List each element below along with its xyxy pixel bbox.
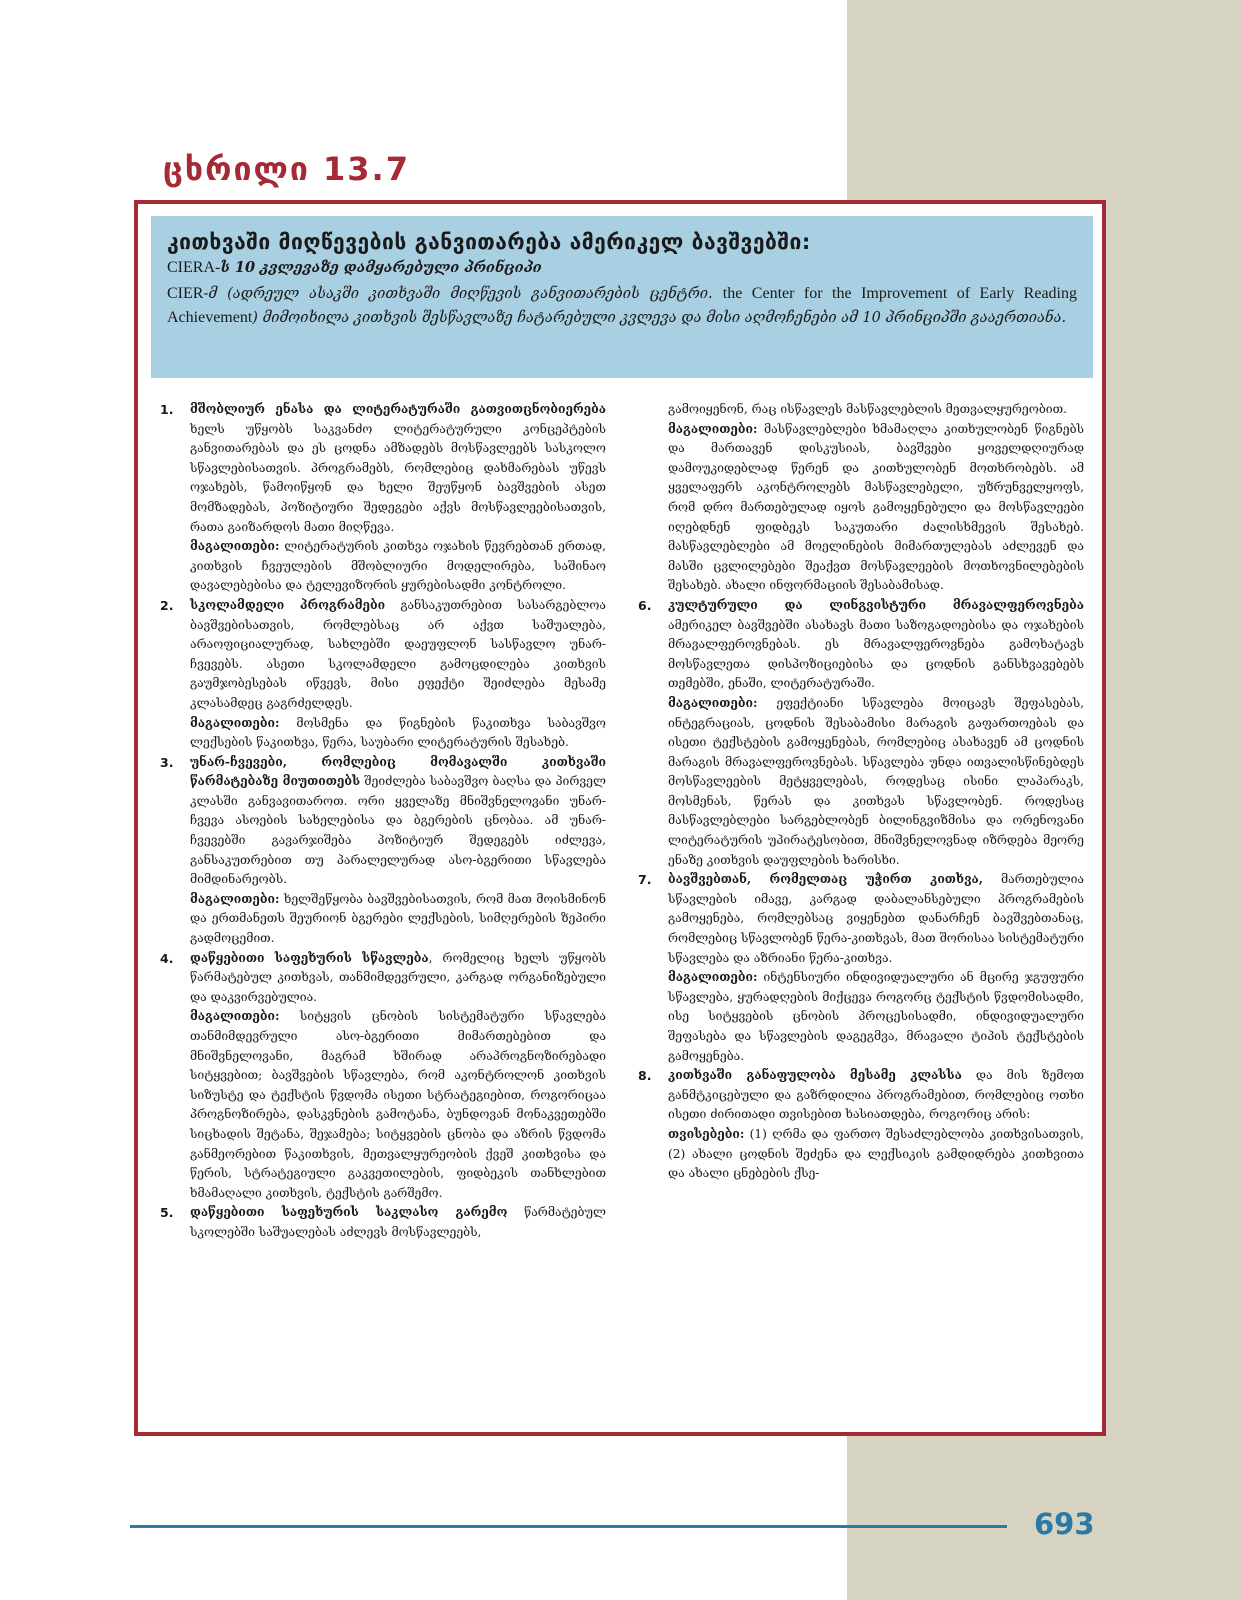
principle-body <box>668 1066 1084 1184</box>
principle-lead: მშობლიურ ენასა და ლიტერატურაში გათვითცნობიერება <box>190 402 606 416</box>
principle-description: მართებულია სწავლების იმავე, კარგად დაბალანსებული პროგრამების გამოყენება, რომლებსაც ვიყენებთ დანარჩენ ბავშვებთანაც, რომლებიც სწავლობენ წერა-კითხვას, მათ შორისაა სისტემატური სწავლება და აზრიანი წერა-კითხვა. <box>668 872 1084 965</box>
example-text: მასწავლებლები ხმამაღლა კითხულობენ წიგნებს და მართავენ დისკუსიას, ბავშვები ყოველდღიურად დამოუკიდებლად წერენ და კითხულობენ მოთხრობებს. ამ ყველაფერს აკონტროლებს მასწავლებელი, უზრუნველყოფს, რომ დრო მართებულად იყოს გამოყენებული და მოსწავლეები იღებდნენ ფიდბეკს საკუთარი ძალისხმევის შესახებ. მასწავლებლები ამ მოელინების მიმართულებას აძლევენ და მასში ცვლილებები შეაქვთ მოსწავლეების მოთხოვნილებების შესახებ. ახალი ინფორმაციის შესაბამისად. <box>668 421 1084 593</box>
table-label: ცხრილი 13.7 <box>163 150 410 188</box>
principle-example <box>668 1125 1084 1184</box>
table-frame <box>134 200 1106 1436</box>
principle-text <box>190 753 606 890</box>
principle-text <box>190 400 606 537</box>
principle-example <box>668 694 1084 870</box>
principle-item <box>160 1203 606 1242</box>
principle-item <box>638 596 1084 870</box>
principle-body <box>190 753 606 949</box>
principle-number: 7. <box>638 872 652 888</box>
example-text: სიტყვის ცნობის სისტემატური სწავლება თანმიმდევრული ასო-ბგერითი მიმართებებით და მნიშვნელოვანი, მაგრამ ხშირად არაპროგნოზირებადი სიტყვებით; ბავშვების სწავლება, რომ აკონტროლონ კითხვის სიზუსტე და ტექსტის წვდომა ისეთი სტრატეგიებით, როგორიცაა პროგნოზირება, დასკვნების გამოტანა, ბუნდოვან მონაკვეთებში სიცხადის შეტანა, შეჯამება; სიტყვების ცნობა და აზრის წვდომა განმეორებით წაკითხვის, მეთვალყურეობის ქვეშ კითხვისა და წერის, სტრატეგიული გაკვეთილების, ფიდბეკის თანხლებით ხმამაღალი კითხვის, ტექსტის გარშემო. <box>190 1009 606 1200</box>
principle-text <box>668 1066 1084 1125</box>
principle-item <box>160 753 606 949</box>
example-label: მაგალითები: <box>668 970 758 985</box>
intro-part-1: -მ (ადრეულ ასაკში კითხვაში მიღწევის განვითარების ცენტრი. <box>203 286 723 302</box>
table-subtitle <box>167 259 1077 277</box>
principle-number: 8. <box>638 1068 652 1084</box>
principle-body <box>190 596 606 753</box>
principle-number: 4. <box>160 950 174 966</box>
right-column <box>638 400 1084 1420</box>
principle-lead: უნარ-ჩვევები, რომლებიც მომავალში კითხვაში წარმატებაზე მიუთითებს <box>190 754 606 789</box>
principle-text <box>668 870 1084 968</box>
table-intro <box>167 282 1077 330</box>
principle-lead: დაწყებითი საფეხურის საკლასო გარემო <box>190 1205 508 1220</box>
footer-rule <box>130 1525 1007 1528</box>
principle-description: განსაკუთრებით სასარგებლოა ბავშვებისათვის, რომლებსაც არ აქვთ საშუალება, არაოფიციალურად, სახლებში დაეუფლონ სასწავლო უნარ-ჩვევებს. ასეთი სკოლამდელი გამოცდილება კითხვის გაუმჯობესებას იწვევს, მისი ეფექტი შეიძლება მესამე კლასამდეც გაგრძელდეს. <box>190 597 606 710</box>
principle-lead: კულტურული და ლინგვისტური მრავალფეროვნება <box>668 597 1084 612</box>
example-text: (1) ღრმა და ფართო შესაძლებლობა კითხვისათვის, (2) ახალი ცოდნის შეძენა და ლექსიკის გამდიდრება კითხვითა და ახალი ცნებების ქსე- <box>668 1126 1084 1181</box>
principle-number: 6. <box>638 597 652 613</box>
principle-text <box>190 1203 606 1242</box>
continuation-example <box>668 420 1084 596</box>
example-label: მაგალითები: <box>190 539 280 554</box>
principle-description: ამერიკელ ბავშვებში ასახავს მათი საზოგადოებისა და ოჯახების მრავალფეროვნებას. ეს მრავალფეროვნება გამოხატავს მოსწავლეთა დისპოზიციებისა და ცოდნის განსხვავებებს თემებში, ენაში, ლიტერატურაში. <box>668 617 1084 691</box>
principle-item <box>160 400 606 596</box>
principle-item <box>638 1066 1084 1184</box>
principle-description: , რომელიც ხელს უწყობს წარმატებულ კითხვას, თანმიმდევრული, კარგად ორგანიზებული და დაკვირვებულია. <box>190 950 606 1004</box>
principle-item <box>638 870 1084 1066</box>
page-number: 693 <box>1034 1507 1095 1541</box>
principle-description: და მის ზემოთ განმტკიცებული და გაზრდილია პროგრამებით, რომლებიც ოთხი ისეთი ძირითადი თვისებით ხასიათდება, როგორიც არის: <box>668 1068 1084 1122</box>
principle-text <box>190 949 606 1008</box>
principle-item <box>160 596 606 753</box>
table-header <box>151 216 1093 378</box>
principle-example <box>190 890 606 949</box>
table-title: კითხვაში მიღწევების განვითარება ამერიკელ ბავშვებში: <box>167 230 811 254</box>
principle-number: 1. <box>160 402 174 417</box>
example-label: მაგალითები: <box>668 421 758 436</box>
subtitle-text: ს 10 კვლევაზე დამყარებული პრინციპი <box>220 259 542 276</box>
principle-number: 2. <box>160 597 174 613</box>
principle-example <box>190 1007 606 1203</box>
principles-columns <box>160 400 1084 1420</box>
example-text: ლიტერატურის კითხვა ოჯახის წევრებთან ერთად, კითხვის ჩვეულების მშობლიური მოდელირება, საშინაო დავალებებისა და ტელევიზორის ყურებისადმი კონტროლი. <box>190 539 606 593</box>
principle-number: 5. <box>160 1205 174 1221</box>
principle-item <box>160 949 606 1204</box>
principle-body <box>668 596 1084 870</box>
principle-description: წარმატებულ სკოლებში საშუალებას აძლევს მოსწავლეებს, <box>190 1205 606 1239</box>
example-text: ინტენსიური ინდივიდუალური ან მცირე ჯგუფური სწავლება, ყურადღების მიქცევა როგორც ტექსტის წვდომისადმი, ისე სიტყვების ცნობის პროცესისადმი, ინდივიდუალური შეფასება და სწავლების დაგეგმვა, მრავალი ტიპის ტექსტების გამოყენება. <box>668 970 1084 1063</box>
principle-description: შეიძლება საბავშვო ბაღსა და პირველ კლასში განვავითაროთ. ორი ყველაზე მნიშვნელოვანი უნარ-ჩვევა ასოების სახელებისა და ბგერების ცნობაა. ამ უნარ-ჩვევებში გავარჯიშება პოზიტიურ შედეგებს იძლევა, განსაკუთრებით თუ პარალელურად ასო-ბგერითი სწავლება მიმდინარეობს. <box>190 774 606 887</box>
example-text: ხელშეწყობა ბავშვებისათვის, რომ მათ მოისმინონ და ერთმანეთს შეურიონ ბგერები ლექსების, სიმღერების ზეპირი გადმოცემით. <box>190 891 606 946</box>
subtitle-acronym: CIERA- <box>167 259 221 276</box>
principle-example <box>190 537 606 596</box>
principle-number: 3. <box>160 754 174 770</box>
intro-part-2: ) მიმოიხილა კითხვის შესწავლაზე ჩატარებული კვლევა და მისი აღმოჩენები ამ 10 პრინციპში გააერთიანა. <box>252 310 1067 326</box>
principle-text <box>668 596 1084 694</box>
principle-text <box>190 596 606 714</box>
principle-example <box>190 714 606 753</box>
example-label: თვისებები: <box>668 1126 745 1141</box>
intro-english-name: the Center for the Improvement of Early Reading Achievement <box>167 285 1077 326</box>
principle-description: ხელს უწყობს საკვანძო ლიტერატურული კონცეპტების განვითარებას და ეს ცოდნა ამზადებს მოსწავლეებს სასკოლო სწავლებისათვის. პროგრამებს, რომლებიც დახმარებას უწევს ოჯახებს, წამოიწყონ და ხელი შეუწყონ ბავშვების ასეთ მომზადებას, პოზიტიური შედეგები აქვს მოსწავლეებისათვის, რათა გაიზარდოს მათი მიღწევა. <box>190 421 606 534</box>
example-label: მაგალითები: <box>668 695 758 710</box>
left-column <box>160 400 606 1420</box>
principle-lead: ბავშვებთან, რომელთაც უჭირთ კითხვა, <box>668 872 984 887</box>
principle-lead: დაწყებითი საფეხურის სწავლება <box>190 950 429 965</box>
item-5-continuation <box>638 400 1084 596</box>
principle-body <box>190 400 606 596</box>
principle-example <box>668 968 1084 1066</box>
principle-body <box>668 870 1084 1066</box>
example-label: მაგალითები: <box>190 715 280 730</box>
example-text: მოსმენა და წიგნების წაკითხვა საბავშვო ლექსების წაკითხვა, წერა, საუბარი ლიტერატურის შესახებ. <box>190 715 606 750</box>
principle-lead: სკოლამდელი პროგრამები <box>190 597 386 612</box>
principle-body <box>190 949 606 1204</box>
principle-lead: კითხვაში განაფულობა მესამე კლასსა <box>668 1068 962 1083</box>
example-text: ეფექტიანი სწავლება მოიცავს შეფასებას, ინტეგრაციას, ცოდნის შესაბამისი მარაგის გაფართოებას და ისეთი ტექსტების გამოყენებას, რომლებიც ასახავენ ამ ცოდნის მარაგის მრავალფეროვნებას. სწავლება უნდა ითვალისწინებდეს მოსწავლეების მეტყველებას, როდესაც ისინი ლაპარაკს, მოსმენას, წერას და კითხვას სწავლობენ. როდესაც მასწავლებლები სარგებლობენ ბილინგვიზმისა და ორენოვანი ლიტერატურის უპირატესობით, მნიშვნელოვნად იზრდება მეორე ენაზე კითხვის დაუფლების ხარისხი. <box>668 695 1084 867</box>
intro-acronym: CIER <box>167 285 204 302</box>
principle-body <box>190 1203 606 1242</box>
example-label: მაგალითები: <box>190 1009 280 1024</box>
example-label: მაგალითები: <box>190 891 280 906</box>
continuation-text: გამოიყენონ, რაც ისწავლეს მასწავლებლის მეთვალყურეობით. <box>668 402 1067 416</box>
